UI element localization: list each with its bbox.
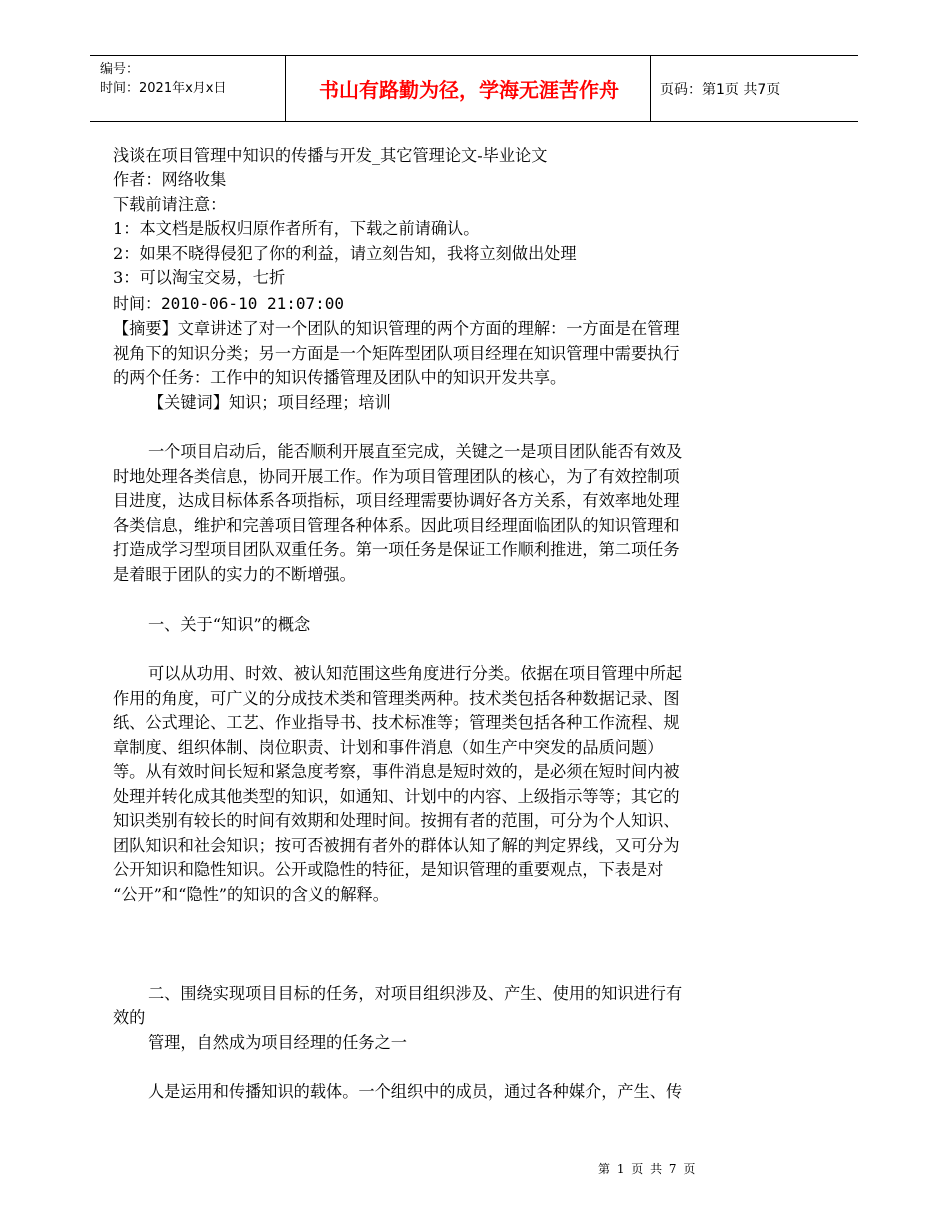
header-number-label: 编号：: [100, 62, 140, 77]
paragraph-line: 知识类别有较长的时间有效期和处理时间。按拥有者的范围，可分为个人知识、: [113, 811, 680, 830]
paragraph-line: 公开知识和隐性知识。公开或隐性的特征，是知识管理的重要观点，下表是对: [113, 860, 664, 879]
paragraph-line: 是着眼于团队的实力的不断增强。: [113, 565, 356, 584]
header-time-label: 时间：2021年x月x日: [100, 81, 227, 96]
paragraph-line: 各类信息，维护和完善项目管理各种体系。因此项目经理面临团队的知识管理和: [113, 516, 680, 535]
notice-item: 2：如果不晓得侵犯了你的利益，请立刻告知，我将立刻做出处理: [113, 244, 577, 263]
section-heading: 二、围绕实现项目目标的任务，对项目组织涉及、产生、使用的知识进行有: [148, 984, 683, 1003]
abstract-line: 【摘要】文章讲述了对一个团队的知识管理的两个方面的理解：一方面是在管理: [113, 319, 680, 338]
header-top-rule: [90, 55, 858, 56]
page-footer: 第 1 页 共 7 页: [598, 1162, 696, 1176]
paragraph-line: 时地处理各类信息，协同开展工作。作为项目管理团队的核心，为了有效控制项: [113, 467, 680, 486]
paragraph-line: 纸、公式理论、工艺、作业指导书、技术标准等；管理类包括各种工作流程、规: [113, 713, 680, 732]
paragraph-line: 一个项目启动后，能否顺利开展直至完成，关键之一是项目团队能否有效及: [148, 442, 683, 461]
paragraph-line: 处理并转化成其他类型的知识，如通知、计划中的内容、上级指示等等；其它的: [113, 787, 680, 806]
abstract-line: 视角下的知识分类；另一方面是一个矩阵型团队项目经理在知识管理中需要执行: [113, 344, 680, 363]
document-author: 作者：网络收集: [113, 170, 227, 189]
abstract-line: 的两个任务：工作中的知识传播管理及团队中的知识开发共享。: [113, 368, 567, 387]
document-time: 时间：2010-06-10 21:07:00: [113, 294, 345, 313]
paragraph-line: “公开”和“隐性”的知识的含义的解释。: [113, 885, 389, 904]
header-divider-left: [285, 56, 286, 121]
paragraph-line: 团队知识和社会知识；按可否被拥有者外的群体认知了解的判定界线，又可分为: [113, 836, 680, 855]
section-heading: 管理，自然成为项目经理的任务之一: [148, 1033, 407, 1052]
header-divider-right: [650, 56, 651, 121]
notice-item: 3：可以淘宝交易，七折: [113, 268, 286, 287]
paragraph-line: 人是运用和传播知识的载体。一个组织中的成员，通过各种媒介，产生、传: [148, 1082, 683, 1101]
paragraph-line: 打造成学习型项目团队双重任务。第一项任务是保证工作顺利推进，第二项任务: [113, 540, 680, 559]
notice-heading: 下载前请注意：: [113, 195, 227, 214]
paragraph-line: 可以从功用、时效、被认知范围这些角度进行分类。依据在项目管理中所起: [148, 664, 683, 683]
keywords-line: 【关键词】知识；项目经理；培训: [148, 393, 391, 412]
header-bottom-rule: [90, 121, 858, 122]
section-heading: 一、关于“知识”的概念: [148, 615, 311, 634]
section-heading: 效的: [113, 1008, 146, 1027]
header-page-info: 页码：第1页 共7页: [660, 82, 781, 98]
paragraph-line: 等。从有效时间长短和紧急度考察，事件消息是短时效的，是必须在短时间内被: [113, 762, 680, 781]
header-meta: [100, 60, 226, 98]
paragraph-line: 作用的角度，可广义的分成技术类和管理类两种。技术类包括各种数据记录、图: [113, 689, 680, 708]
header-motto: 书山有路勤为径，学海无涯苦作舟: [319, 78, 619, 102]
paragraph-line: 章制度、组织体制、岗位职责、计划和事件消息（如生产中突发的品质问题）: [113, 738, 664, 757]
document-title: 浅谈在项目管理中知识的传播与开发_其它管理论文-毕业论文: [113, 146, 548, 165]
paragraph-line: 目进度，达成目标体系各项指标，项目经理需要协调好各方关系，有效率地处理: [113, 491, 680, 510]
notice-item: 1：本文档是版权归原作者所有，下载之前请确认。: [113, 219, 480, 238]
